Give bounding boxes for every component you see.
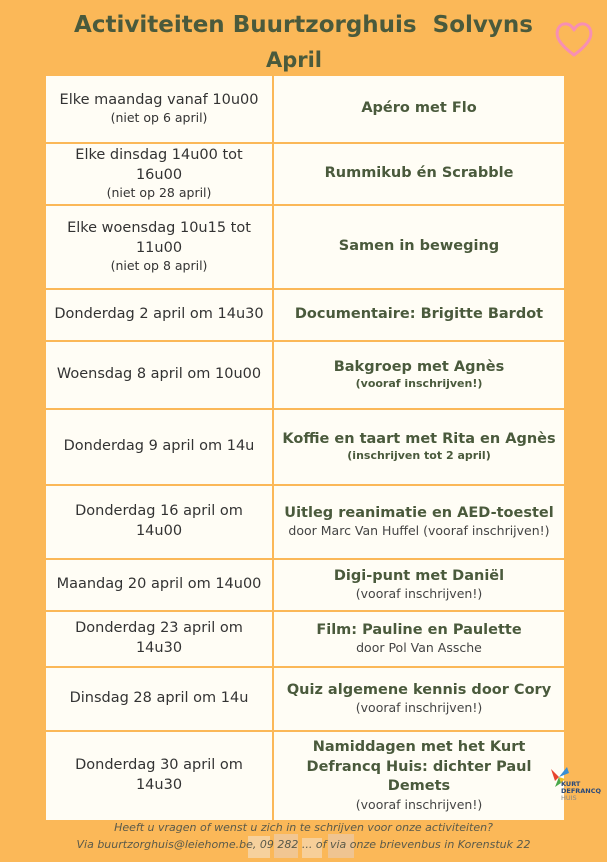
schedule-activity-title: Samen in beweging [338,238,500,255]
schedule-when-note: (niet op 6 april) [110,110,208,126]
schedule-when [45,75,273,143]
schedule-when-text: Donderdag 16 april om 14u00 [75,503,243,539]
schedule-activity [273,289,565,341]
schedule-activity [273,75,565,143]
footer-contact: Via buurtzorghuis@leiehome.be, 09 282 ... of via onze brievenbus in Korenstuk 22 [76,838,531,851]
schedule-activity-title: Documentaire: Brigitte Bardot [294,306,544,323]
schedule-row [45,409,565,485]
activity-schedule-table [44,74,566,822]
schedule-activity [273,559,565,611]
schedule-when-text: Woensdag 8 april om 10u00 [56,366,262,383]
page-subtitle: April [265,48,323,72]
schedule-activity-title: Apéro met Flo [361,100,477,117]
schedule-activity-note: (inschrijven tot 2 april) [347,449,491,463]
schedule-when-text: Donderdag 23 april om 14u30 [75,620,243,656]
logo-text: KURT DEFRANCQ HUIS [561,780,602,802]
schedule-activity-title: Quiz algemene kennis door Cory [286,681,552,698]
schedule-row [45,205,565,289]
page-title: Activiteiten Buurtzorghuis Solvyns [74,12,533,38]
heart-outline-icon [553,19,595,61]
schedule-when [45,143,273,205]
schedule-activity-note: (vooraf inschrijven!) [355,700,483,716]
schedule-activity [273,611,565,667]
schedule-activity [273,731,565,821]
schedule-activity [273,485,565,559]
schedule-when-text: Donderdag 2 april om 14u30 [54,306,264,323]
schedule-activity-title: Rummikub én Scrabble [324,165,514,182]
schedule-activity-note: door Pol Van Assche [356,640,482,656]
schedule-when-note: (niet op 28 april) [106,185,212,201]
schedule-activity [273,341,565,409]
schedule-when-text: Donderdag 30 april om 14u30 [75,757,243,793]
schedule-when-text: Elke woensdag 10u15 tot 11u00 [67,220,251,256]
schedule-row [45,559,565,611]
schedule-when [45,611,273,667]
schedule-activity [273,205,565,289]
schedule-row [45,341,565,409]
schedule-row [45,289,565,341]
schedule-when-text: Elke maandag vanaf 10u00 [59,91,259,108]
schedule-activity-title: Koffie en taart met Rita en Agnès [282,430,556,447]
schedule-activity-note: (vooraf inschrijven!) [355,796,483,812]
schedule-when-text: Maandag 20 april om 14u00 [56,576,262,593]
schedule-when-text: Dinsdag 28 april om 14u [69,690,249,707]
schedule-when [45,559,273,611]
schedule-activity-title: Bakgroep met Agnès [333,358,505,375]
schedule-row [45,143,565,205]
schedule-when-text: Donderdag 9 april om 14u [63,438,255,455]
schedule-when [45,409,273,485]
schedule-row [45,667,565,731]
schedule-when [45,731,273,821]
schedule-activity [273,667,565,731]
schedule-activity-title: Film: Pauline en Paulette [316,621,522,638]
schedule-activity-note: (vooraf inschrijven!) [355,586,483,602]
schedule-row [45,611,565,667]
schedule-activity [273,409,565,485]
schedule-activity-title: Namiddagen met het Kurt Defrancq Huis: dichter Paul Demets [306,739,532,795]
schedule-row [45,75,565,143]
schedule-activity-note: door Marc Van Huffel (vooraf inschrijven!) [288,523,550,539]
schedule-activity-note: (vooraf inschrijven!) [355,377,483,391]
schedule-when [45,341,273,409]
schedule-activity-title: Uitleg reanimatie en AED-toestel [284,504,554,521]
schedule-when-text: Elke dinsdag 14u00 tot 16u00 [75,147,243,183]
schedule-row [45,731,565,821]
schedule-activity-title: Digi-punt met Daniël [333,567,505,584]
schedule-row [45,485,565,559]
schedule-when [45,289,273,341]
schedule-when [45,205,273,289]
footer-question: Heeft u vragen of wenst u zich in te schrijven voor onze activiteiten? [114,821,493,834]
schedule-when [45,667,273,731]
schedule-when [45,485,273,559]
schedule-when-note: (niet op 8 april) [110,258,208,274]
schedule-activity [273,143,565,205]
